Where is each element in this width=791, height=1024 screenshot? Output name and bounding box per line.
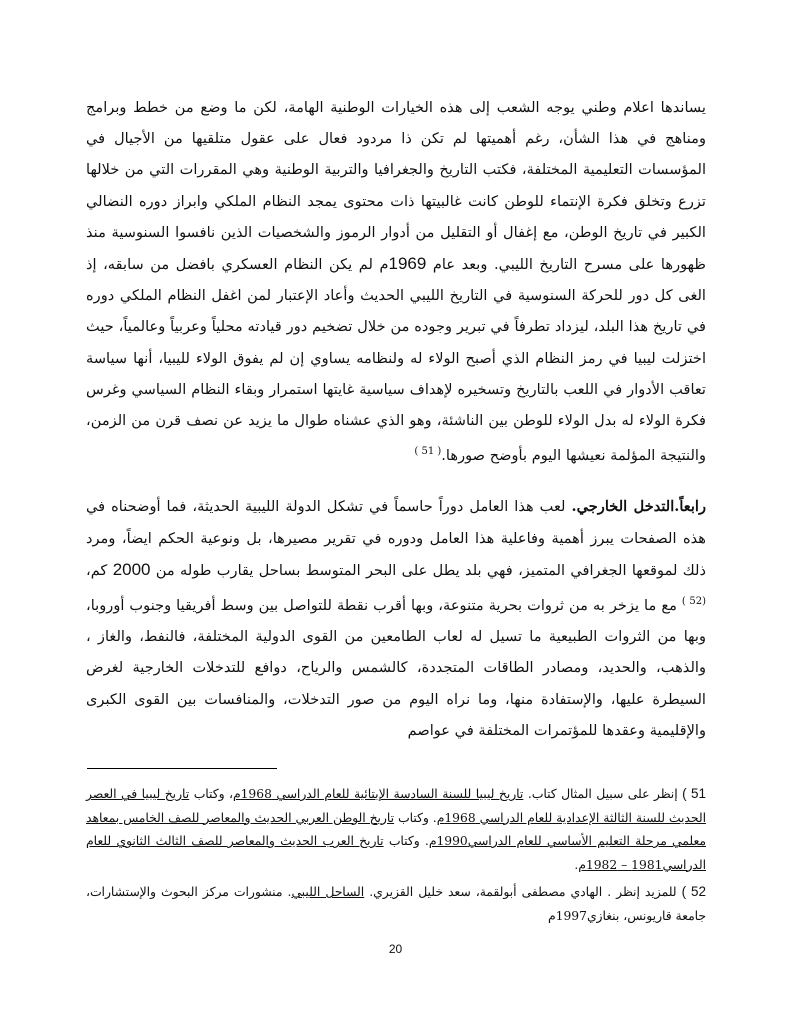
- footnote-52-text-2: . منشورات مركز البحوث والإستشارات، جامعة قاريونس، بنغازي1997م: [86, 885, 706, 923]
- footnote-separator: [87, 768, 277, 769]
- footnote-51-text-4: . وكتاب: [388, 834, 429, 848]
- footnote-51-book-3: تاريخ الوطن العربي الحديث والمعاصر للصف الخامس بمعاهد معلمي مرحلة التعليم الأساسي للعام الدراسي1990م: [86, 810, 706, 848]
- footnote-52: [86, 880, 706, 928]
- body-text: [86, 92, 706, 746]
- footnote-51-number: 51 ): [682, 786, 706, 801]
- footnote-52-number: 52 ): [681, 884, 707, 899]
- footnote-52-text-1: للمزيد إنظر . الهادي مصطفى أبولقمة، سعد خليل القزيري.: [369, 885, 677, 899]
- footnote-51-book-4: تاريخ العرب الحديث والمعاصر للصف الثالث الثانوي للعام الدراسي1981 – 1982م: [86, 834, 706, 872]
- paragraph-2-text-b: كم،: [86, 561, 108, 579]
- section-heading-external-intervention: رابعاً.التدخل الخارجي.: [571, 498, 707, 516]
- footnote-51-text-2: ، وكتاب: [193, 787, 233, 801]
- paragraph-1-text-a: يساندها اعلام وطني يوجه الشعب إلى هذه الخيارات الوطنية الهامة، لكن ما وضع من خطط وبرامج ومناهج في هذا الشأن، رغم أهميتها لم تكن ذا مردود فعال على عقول متلقيها من الأجيال في المؤسسات التعليمية المختلفة، فكتب التاريخ والجغرافيا والتربية الوطنية وهي المقررات التي من خلالها تزرع وتخلق فكرة الإنتماء للوطن كانت غالبيتها ذات محتوى يمجد النظام الملكي وابراز دوره النضالي الكبير في تاريخ الوطن، مع إغفال أو التقليل من أدوار الرموز والشخصيات الذين نافسوا السنوسية منذ ظهورها على مسرح التاريخ الليبي. وبعد عام: [86, 99, 706, 274]
- footnote-51-text-5: .: [574, 857, 579, 872]
- paragraph-1-text-b: م لم يكن النظام العسكري بافضل من سابقه، إذ الغى كل دور للحركة السنوسية في التاريخ الليبي الحديث وأعاد الإعتبار لمن اغفل النظام الملكي دوره في تاريخ هذا البلد، ليزداد تطرفاً في تبرير وجوده من خلال تضخيم دور قيادته محلياً وعربياً وعالمياً، حيث اختزلت ليبيا في رمز النظام الذي أصبح الولاء له ولنظامه يساوي إن لم يفوق الولاء لليبيا، أنها سياسة تعاقب الأدوار في اللعب بالتاريخ وتسخيره لإهداف سياسية غايتها استمرار وبقاء النظام السياسي وغرس فكرة الولاء له بدل الولاء للوطن بين الناشئة، وهو الذي عشناه طوال ما يزيد عن نصف قرن من الزمن، والنتيجة المؤلمة نعيشها اليوم بأوضح صورها.: [86, 256, 706, 465]
- paragraph-2-text-a: لعب هذا العامل دوراً حاسماً في تشكل الدولة الليبية الحديثة، فما أوضحناه في هذه الصفحات يبرز أهمية وفاعلية هذا العامل ودوره في تقرير مصيرها، بل ونوعية الحكم ايضاً، ومرد ذلك لموقعها الجغرافي المتميز، فهي بلد يطل على البحر المتوسط بساحل يقارب طوله من: [86, 498, 707, 579]
- footnote-51-book-2: تاريخ ليبيا في العصر الحديث للسنة الثالثة الإعدادية للعام الدراسي 1968م: [86, 787, 706, 825]
- year-1969: 1969: [388, 254, 427, 274]
- footnote-52-book-1: الساحل الليبي: [291, 885, 365, 899]
- footnote-ref-51[interactable]: ( 51 ): [414, 446, 442, 458]
- footnote-51: [86, 782, 706, 877]
- paragraph-1: [86, 92, 706, 471]
- distance-2000: 2000: [112, 559, 151, 579]
- footnote-51-text-1: إنظر على سبيل المثال كتاب.: [527, 787, 678, 801]
- paragraph-2-text-c: مع ما يزخر به من ثروات بحرية متنوعة، وبها أقرب نقطة للتواصل بين وسط أفريقيا وجنوب أوروبا، وبها من الثروات الطبيعية ما تسيل له لعاب الطامعين من القوى الدولية المختلفة، فالنفط، والغاز ، والذهب، والحديد، ومصادر الطاقات المتجددة، كالشمس والرياح، دوافع للتدخلات الخارجية لغرض السيطرة عليها، والإستفادة منها، وما نراه اليوم من صور التدخلات، والمنافسات بين القوى الكبرى والإقليمية وعقدها للمؤتمرات المختلفة في عواصم: [86, 597, 706, 739]
- paragraph-2: [86, 491, 706, 746]
- footnote-51-text-3: . وكتاب: [398, 810, 437, 825]
- page-number: 20: [388, 942, 403, 956]
- footnote-51-book-1: تاريخ ليبيا للسنة السادسة الإبتائية للعام الدراسي 1968م: [232, 787, 524, 801]
- footnotes: [86, 782, 706, 928]
- footnote-ref-52[interactable]: (52 ): [681, 596, 706, 608]
